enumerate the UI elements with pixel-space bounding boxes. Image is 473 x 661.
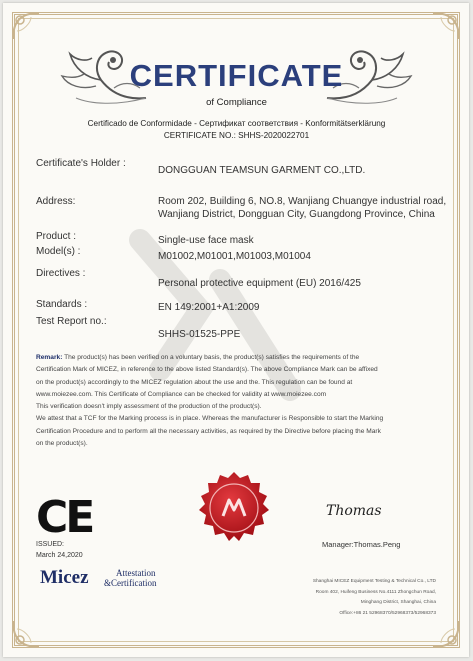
remark-line: Certification Mark of MICEZ, in reference to the above listed Standard(s). The above Compliance Mark can be affixed bbox=[36, 366, 378, 374]
remark-paragraph bbox=[36, 352, 446, 450]
seal-icon bbox=[196, 470, 272, 546]
manager-name: Manager:Thomas.Peng bbox=[322, 540, 401, 549]
remark-line: on the product(s) accordingly to the MICEZ regulation about the use and the. This regulation can be found at bbox=[36, 378, 353, 386]
standards-label: Standards : bbox=[36, 299, 88, 310]
address-value: Room 202, Building 6, NO.8, Wanjiang Chuangye industrial road, Wanjiang District, Dongguan City, Guangdong Province, China bbox=[158, 196, 447, 220]
company-line: Shanghai MICEZ Equipment Testing & Technical Co., LTD bbox=[312, 579, 436, 584]
model-label: Model(s) : bbox=[36, 246, 81, 257]
multilingual-title: Certificado de Conformidade - Сертификат соответствия - Konformitätserklärung bbox=[87, 119, 386, 128]
corner-ornament-icon bbox=[9, 617, 43, 651]
directives-value: Personal protective equipment (EU) 2016/425 bbox=[158, 278, 361, 289]
report-value: SHHS-01525-PPE bbox=[158, 329, 241, 340]
company-line: Minghang District, Shanghai, China bbox=[360, 600, 436, 605]
issued-label: ISSUED: bbox=[36, 541, 65, 548]
brand-tagline bbox=[104, 568, 156, 588]
remark-text: The product(s) has been verified on a voluntary basis, the product(s) satisfies the requirements of the bbox=[64, 354, 360, 361]
corner-ornament-icon bbox=[9, 9, 43, 43]
corner-ornament-icon bbox=[429, 9, 463, 43]
standards-value: EN 149:2001+A1:2009 bbox=[158, 302, 260, 313]
company-line: Office:+86 21 52968370/52968373/52968373 bbox=[339, 610, 436, 616]
issued-date: March 24,2020 bbox=[36, 552, 83, 559]
report-label: Test Report no.: bbox=[36, 316, 107, 327]
remark-line bbox=[36, 352, 446, 364]
address-label: Address: bbox=[36, 196, 76, 207]
remark-heading: Remark: bbox=[36, 354, 63, 361]
brand-tagline-line: Attestation bbox=[116, 568, 156, 578]
corner-ornament-icon bbox=[429, 617, 463, 651]
remark-line: Certification Procedure and to perform all the necessary activities, as required by the Directive before placing the Mark bbox=[36, 427, 381, 435]
ce-mark: CE bbox=[36, 492, 93, 543]
brand-tagline-line: &Certification bbox=[104, 578, 157, 588]
certificate-title: CERTIFICATE bbox=[129, 58, 344, 93]
model-value: M01002,M01001,M01003,M01004 bbox=[158, 251, 311, 262]
remark-line: on the product(s). bbox=[36, 440, 88, 448]
signature: Thomas bbox=[326, 503, 382, 519]
certificate-number: CERTIFICATE NO.: SHHS-2020022701 bbox=[163, 131, 310, 140]
certificate-subtitle: of Compliance bbox=[206, 97, 267, 108]
holder-label: Certificate's Holder : bbox=[36, 158, 126, 169]
company-address bbox=[260, 577, 436, 619]
remark-line: This verification doesn't imply assessment of the production of the product(s). bbox=[36, 403, 262, 411]
remark-line: www.moiezee.com. This Certificate of Compliance can be checked for validity at www.moiezee.com bbox=[36, 390, 327, 398]
company-line: Room 402, Huifeng Business No.4111 Zhongchun Road, bbox=[315, 589, 436, 595]
brand-logo: Micez bbox=[40, 567, 89, 588]
holder-value: DONGGUAN TEAMSUN GARMENT CO.,LTD. bbox=[158, 165, 366, 176]
remark-line: We attest that a TCF for the Marking process is in place. Whereas the manufacturer is Responsible to start the Marking bbox=[36, 415, 384, 423]
product-value: Single-use face mask bbox=[158, 235, 254, 246]
directives-label: Directives : bbox=[36, 268, 86, 279]
product-label: Product : bbox=[36, 231, 77, 242]
